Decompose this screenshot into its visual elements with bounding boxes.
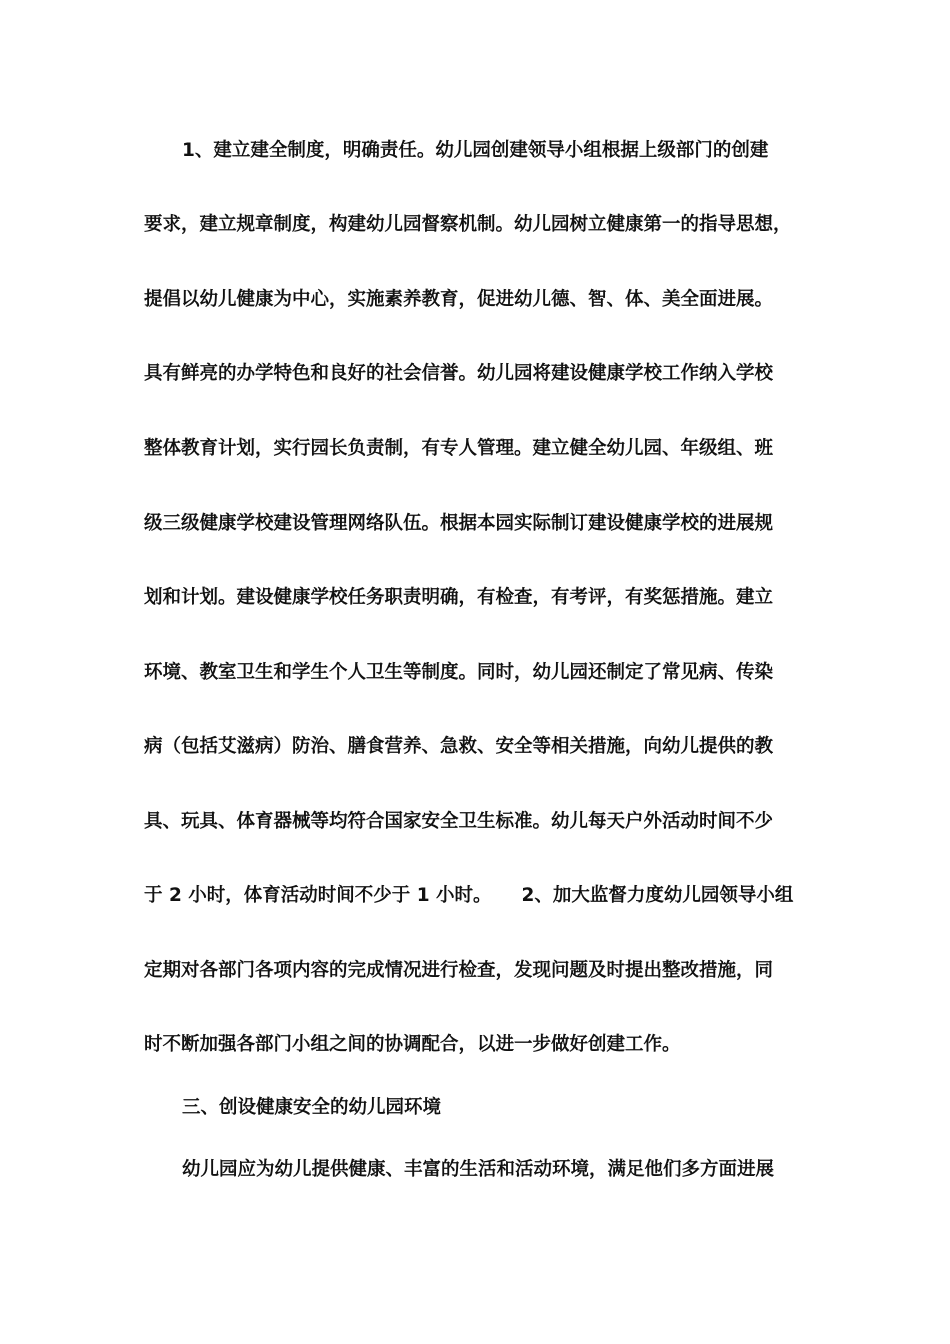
text-line-11-part-2: 2、加大监督力度幼儿园领导小组: [521, 885, 794, 906]
text-line-4: 具有鲜亮的办学特色和良好的社会信誉。幼儿园将建设健康学校工作纳入学校: [144, 363, 774, 384]
text-line-7: 划和计划。建设健康学校任务职责明确，有检查，有考评，有奖惩措施。建立: [144, 587, 774, 608]
section-heading: 三、创设健康安全的幼儿园环境: [182, 1097, 442, 1118]
text-line-13: 时不断加强各部门小组之间的协调配合，以进一步做好创建工作。: [144, 1034, 681, 1055]
text-line-8: 环境、教室卫生和学生个人卫生等制度。同时，幼儿园还制定了常见病、传染: [144, 662, 774, 683]
text-line-10: 具、玩具、体育器械等均符合国家安全卫生标准。幼儿每天户外活动时间不少: [144, 811, 774, 832]
text-line-6: 级三级健康学校建设管理网络队伍。根据本园实际制订建设健康学校的进展规: [144, 513, 774, 534]
text-line-12: 定期对各部门各项内容的完成情况进行检查，发现问题及时提出整改措施，同: [144, 960, 774, 981]
text-line-5: 整体教育计划，实行园长负责制，有专人管理。建立健全幼儿园、年级组、班: [144, 438, 774, 459]
text-line-11-part-1: 于 2 小时，体育活动时间不少于 1 小时。: [144, 885, 492, 906]
text-line-9: 病（包括艾滋病）防治、膳食营养、急救、安全等相关措施，向幼儿提供的教: [144, 736, 774, 757]
paragraph-2-line-1: 幼儿园应为幼儿提供健康、丰富的生活和活动环境，满足他们多方面进展: [182, 1159, 775, 1180]
text-line-3: 提倡以幼儿健康为中心，实施素养教育，促进幼儿德、智、体、美全面进展。: [144, 289, 774, 310]
text-line-1: 1、建立建全制度，明确责任。幼儿园创建领导小组根据上级部门的创建: [182, 140, 769, 161]
text-line-11: [144, 884, 824, 908]
text-line-2: 要求，建立规章制度，构建幼儿园督察机制。幼儿园树立健康第一的指导思想，: [144, 214, 792, 235]
